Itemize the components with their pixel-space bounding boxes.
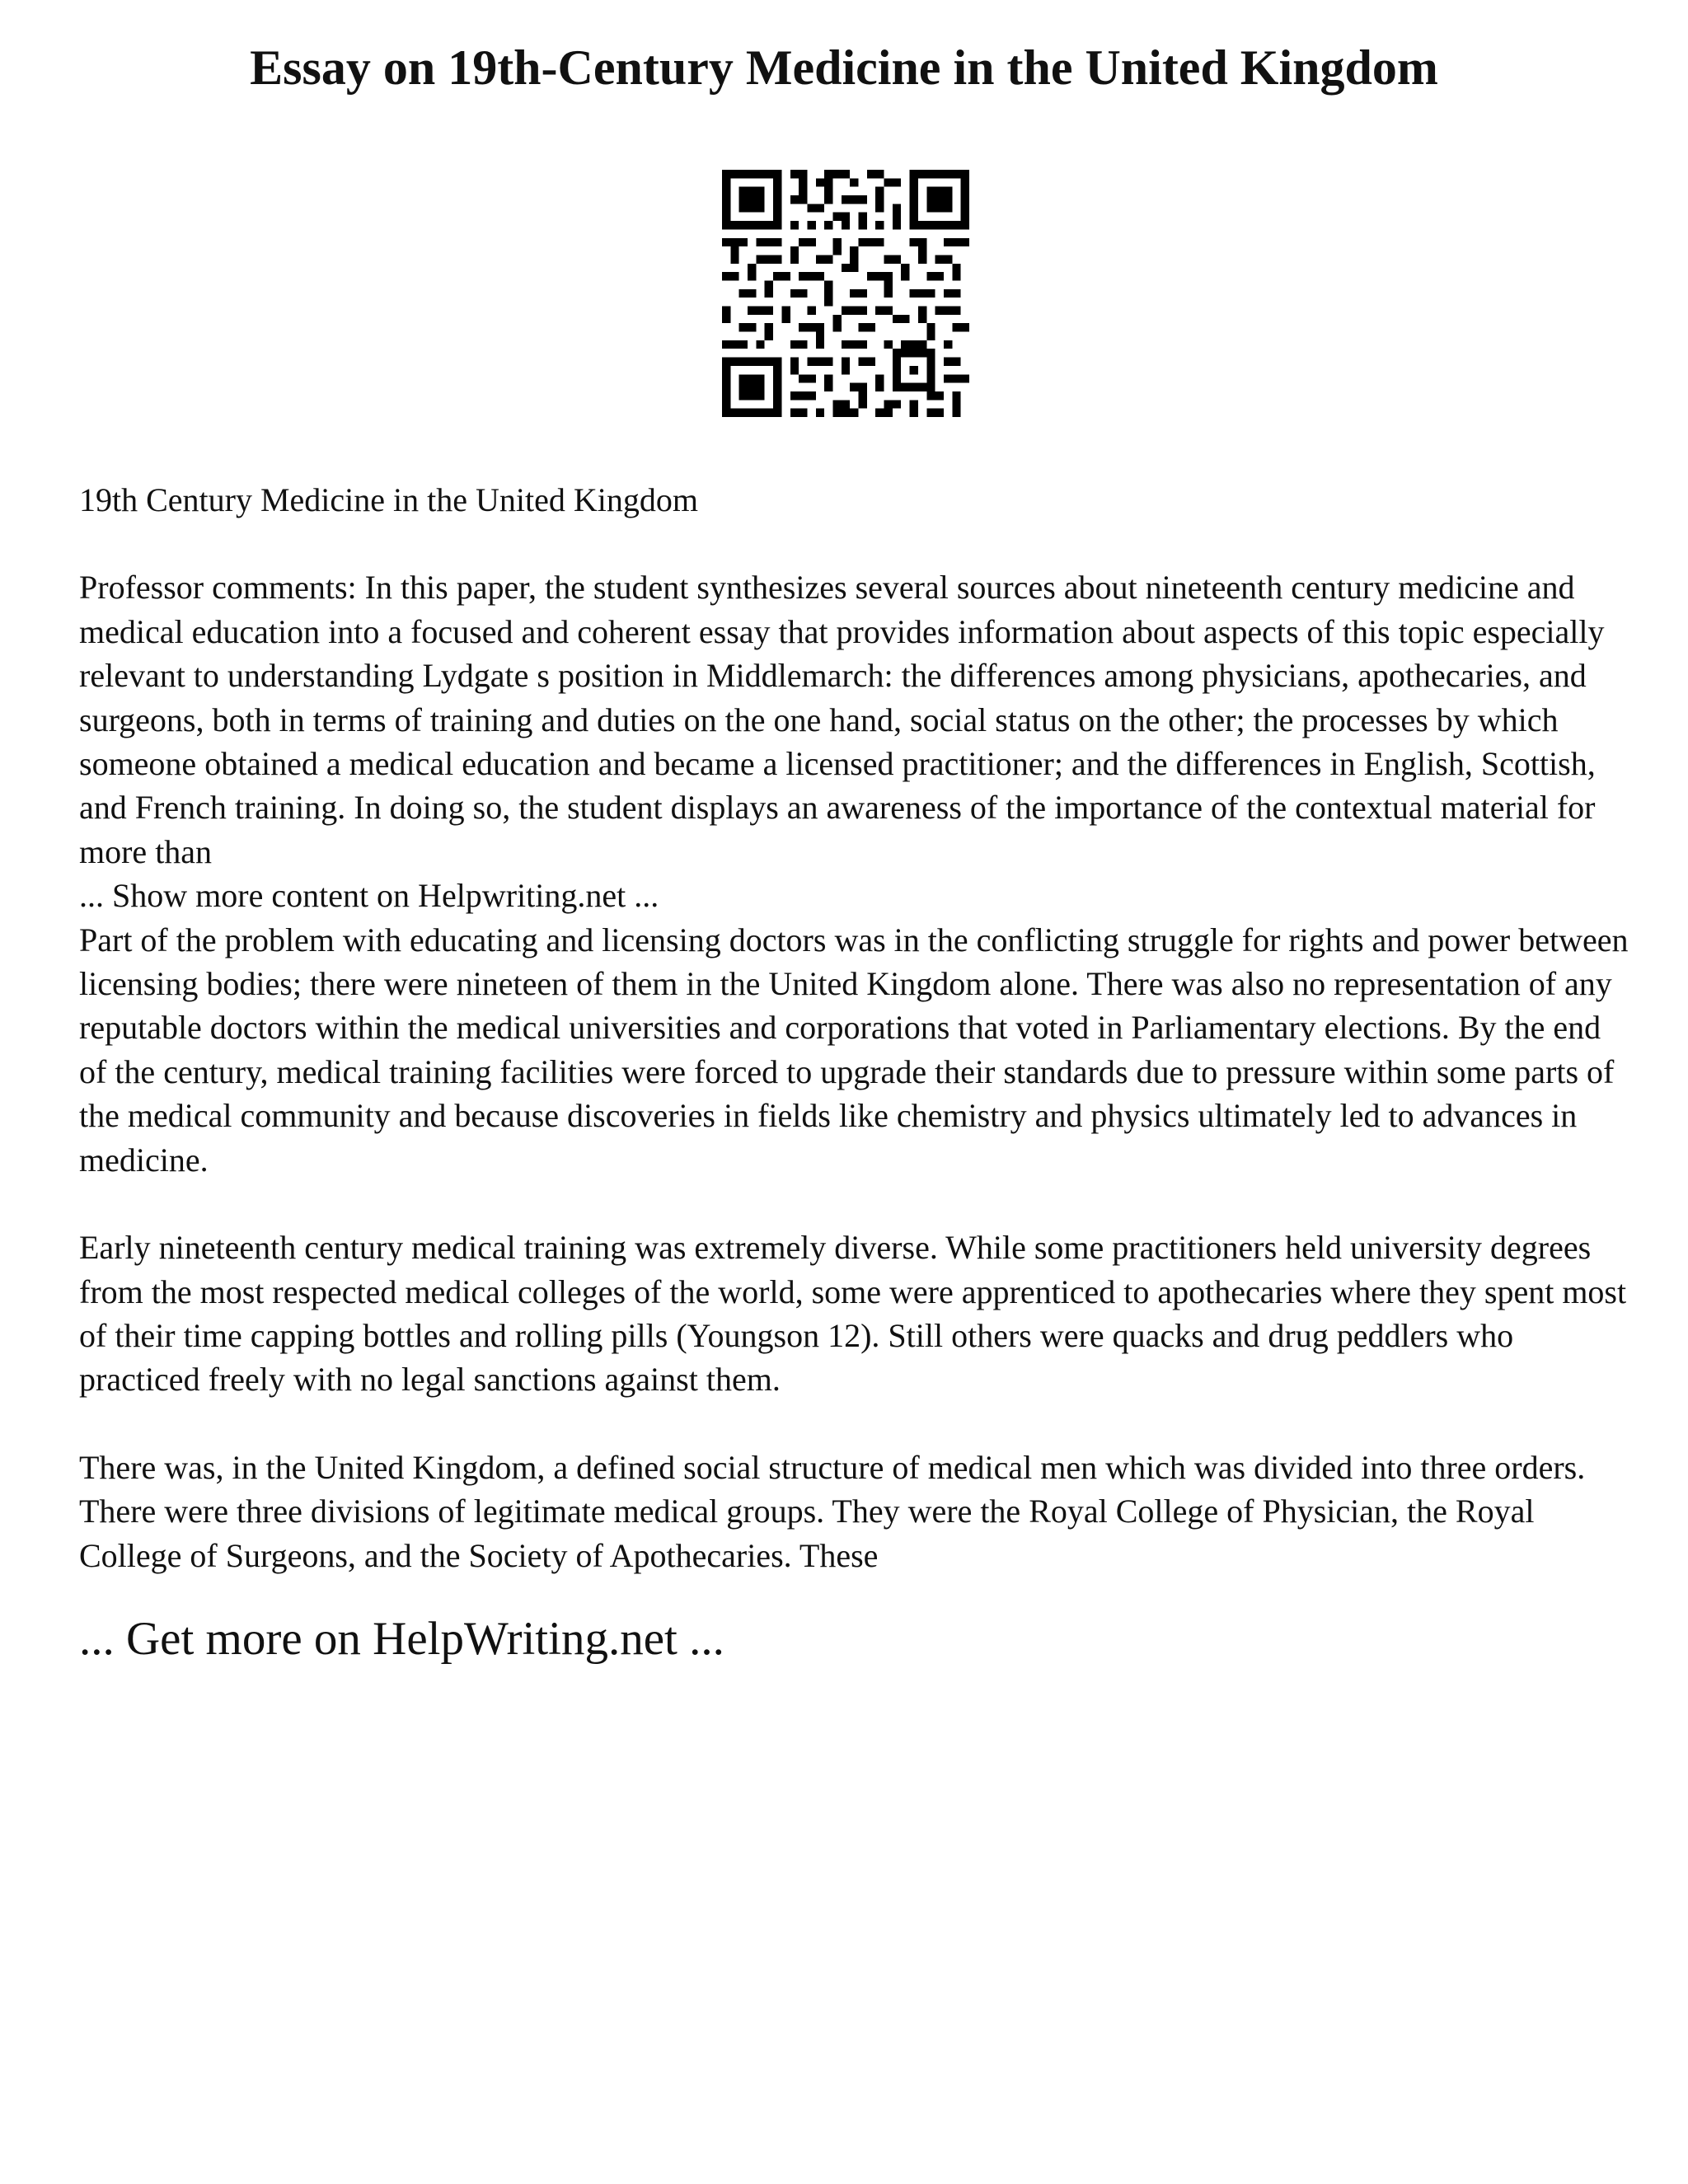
professor-comments-paragraph: Professor comments: In this paper, the student synthesizes several sources about nineteenth century medicine and medical education into a focused and coherent essay that provides information about aspects of this topic especially relevant to understanding Lydgate s position in Middlemarch: the differences among physicians, apothecaries, and surgeons, both in terms of training and duties on the one hand, social status on the other; the processes by which someone obtained a medical education and became a licensed practitioner; and the differences in English, Scottish, and French training. In doing so, the student displays an awareness of the importance of the contextual material for more than (79, 569, 1605, 870)
qr-code-icon (722, 170, 969, 417)
essay-subtitle: 19th Century Medicine in the United Kingdom (79, 481, 698, 518)
training-paragraph: Early nineteenth century medical training was extremely diverse. While some practitioners held university degrees from the most respected medical colleges of the world, some were apprenticed to apothecaries where they spent most of their time capping bottles and rolling pills (Youngson 12). Still others were quacks and drug peddlers who practiced freely with no legal sanctions against them. (79, 1229, 1627, 1399)
document-title: Essay on 19th-Century Medicine in the United Kingdom (250, 40, 1438, 95)
show-more-link[interactable]: ... Show more content on Helpwriting.net ... (79, 877, 659, 915)
get-more-link[interactable]: ... Get more on HelpWriting.net ... (79, 1613, 724, 1665)
licensing-paragraph: Part of the problem with educating and licensing doctors was in the conflicting struggle for rights and power between licensing bodies; there were nineteen of them in the United Kingdom alone. There was also no representation of any reputable doctors within the medical universities and corporations that voted in Parliamentary elections. By the end of the century, medical training facilities were forced to upgrade their standards due to pressure within some parts of the medical community and because discoveries in fields like chemistry and physics ultimately led to advances in medicine. (79, 921, 1629, 1179)
essay-body (79, 478, 1629, 1577)
social-structure-paragraph: There was, in the United Kingdom, a defined social structure of medical men which was divided into three orders. There were three divisions of legitimate medical groups. They were the Royal College of Physician, the Royal College of Surgeons, and the Society of Apothecaries. These (79, 1448, 1586, 1574)
